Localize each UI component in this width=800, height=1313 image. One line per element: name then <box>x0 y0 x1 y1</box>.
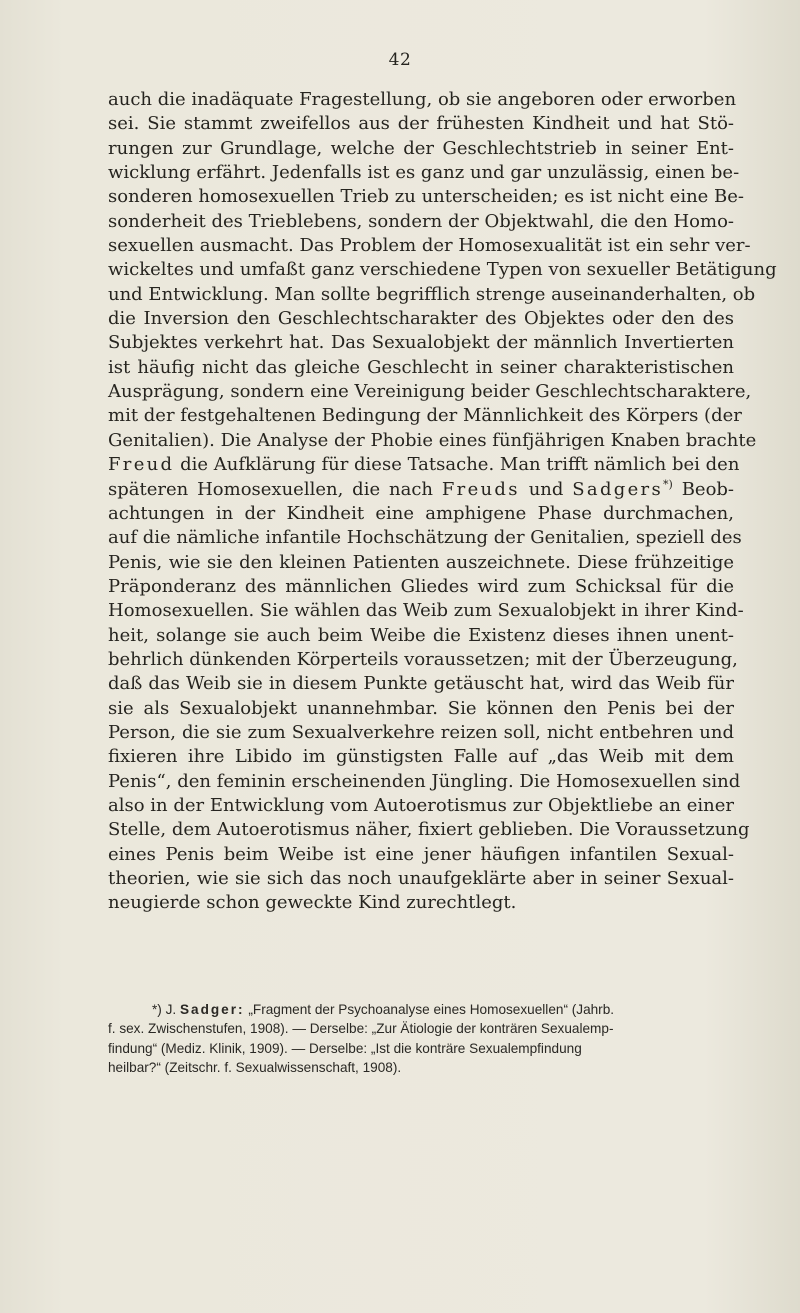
text-line: Penis, wie sie den kleinen Patienten auszeichnete. Diese frühzeitige <box>108 551 734 573</box>
text-line-sadger <box>108 478 734 502</box>
text-line: wickeltes und umfaßt ganz verschiedene Typen von sexueller Betätigung <box>108 259 777 281</box>
author-name-freud: Freud <box>108 454 175 476</box>
author-name-sadgers <box>572 479 673 500</box>
author-name-text: Sadgers <box>572 478 663 500</box>
text-line: die Inversion den Geschlechtscharakter des Objektes oder den des <box>108 308 734 330</box>
text-line: auf die nämliche infantile Hochschätzung der Genitalien, speziell des <box>108 527 742 549</box>
text-line: theorien, wie sie sich das noch unaufgeklärte aber in seiner Sexual- <box>108 868 734 889</box>
text-line: Ausprägung, sondern eine Vereinigung beider Geschlechtscharaktere, <box>108 381 752 403</box>
text-line: wicklung erfährt. Jedenfalls ist es ganz und gar unzulässig, einen be- <box>108 162 740 184</box>
text-line: Präponderanz des männlichen Gliedes wird zum Schicksal für die <box>108 575 734 597</box>
footnote-line <box>108 1000 734 1019</box>
footnote-author: Sadger: <box>179 1002 245 1017</box>
text-line: Homosexuellen. Sie wählen das Weib zum Sexualobjekt in ihrer Kind- <box>108 600 744 622</box>
text-line: ist häufig nicht das gleiche Geschlecht in seiner charakteristischen <box>108 356 734 378</box>
text-line: sexuellen ausmacht. Das Problem der Homosexualität ist ein sehr ver- <box>108 235 751 257</box>
text-line: rungen zur Grundlage, welche der Geschlechtstrieb in seiner Ent- <box>108 137 734 159</box>
text-line: sie als Sexualobjekt unannehmbar. Sie können den Penis bei der <box>108 697 734 719</box>
text-line: also in der Entwicklung vom Autoerotismus zur Objektliebe an einer <box>108 794 734 816</box>
text-line-last: neugierde schon geweckte Kind zurechtlegt. <box>108 892 517 914</box>
text-line: behrlich dünkenden Körperteils voraussetzen; mit der Überzeugung, <box>108 648 738 670</box>
text-line: mit der festgehaltenen Bedingung der Männlichkeit des Körpers (der <box>108 405 742 427</box>
text-span: Beob- <box>681 478 735 500</box>
footnote-line: heilbar?“ (Zeitschr. f. Sexualwissenschaft, 1908). <box>108 1060 402 1076</box>
page-number: 42 <box>388 50 412 70</box>
text-line: achtungen in der Kindheit eine amphigene Phase durchmachen, <box>108 502 734 524</box>
text-line: sonderen homosexuellen Trieb zu unterscheiden; es ist nicht eine Be- <box>108 186 745 208</box>
text-line: Stelle, dem Autoerotismus näher, fixiert geblieben. Die Voraussetzung <box>108 819 750 841</box>
footnote-text: „Fragment der Psychoanalyse eines Homosexuellen“ (Jahrb. <box>248 1002 615 1017</box>
footnote <box>108 1000 734 1078</box>
text-line-freud <box>108 453 740 477</box>
text-line: fixieren ihre Libido im günstigsten Falle auf „das Weib mit dem <box>108 746 734 768</box>
text-span: und <box>528 478 564 500</box>
text-line: auch die inadäquate Fragestellung, ob sie angeboren oder erworben <box>108 89 737 110</box>
footnote-line: f. sex. Zwischenstufen, 1908). — Derselbe: „Zur Ätiologie der konträren Sexualemp- <box>108 1021 614 1037</box>
footnote-mark: *) J. <box>152 1002 177 1017</box>
text-line: Penis“, den feminin erscheinenden Jüngling. Die Homosexuellen sind <box>108 770 741 792</box>
footnote-line: findung“ (Mediz. Klinik, 1909). — Derselbe: „Ist die konträre Sexualempfindung <box>108 1040 582 1056</box>
text-line: Subjektes verkehrt hat. Das Sexualobjekt der männlich Invertierten <box>108 332 734 354</box>
text-line: eines Penis beim Weibe ist eine jener häufigen infantilen Sexual- <box>108 843 734 865</box>
text-span: späteren Homosexuellen, die nach <box>108 478 433 500</box>
text-line: heit, solange sie auch beim Weibe die Existenz dieses ihnen unent- <box>108 624 734 646</box>
main-paragraph <box>108 88 777 916</box>
text-line: Person, die sie zum Sexualverkehre reizen soll, nicht entbehren und <box>108 721 734 743</box>
text-line: und Entwicklung. Man sollte begrifflich strenge auseinanderhalten, ob <box>108 283 756 305</box>
footnote-reference[interactable]: *) <box>663 477 673 491</box>
text-line: daß das Weib sie in diesem Punkte getäuscht hat, wird das Weib für <box>108 673 734 695</box>
author-name-freuds: Freuds <box>441 478 520 500</box>
text-span: die Aufklärung für diese Tatsache. Man trifft nämlich bei den <box>180 454 740 476</box>
text-line: sei. Sie stammt zweifellos aus der frühesten Kindheit und hat Stö- <box>108 113 734 135</box>
text-line: Genitalien). Die Analyse der Phobie eines fünfjährigen Knaben brachte <box>108 429 757 451</box>
text-line: sonderheit des Trieblebens, sondern der Objektwahl, die den Homo- <box>108 210 734 232</box>
